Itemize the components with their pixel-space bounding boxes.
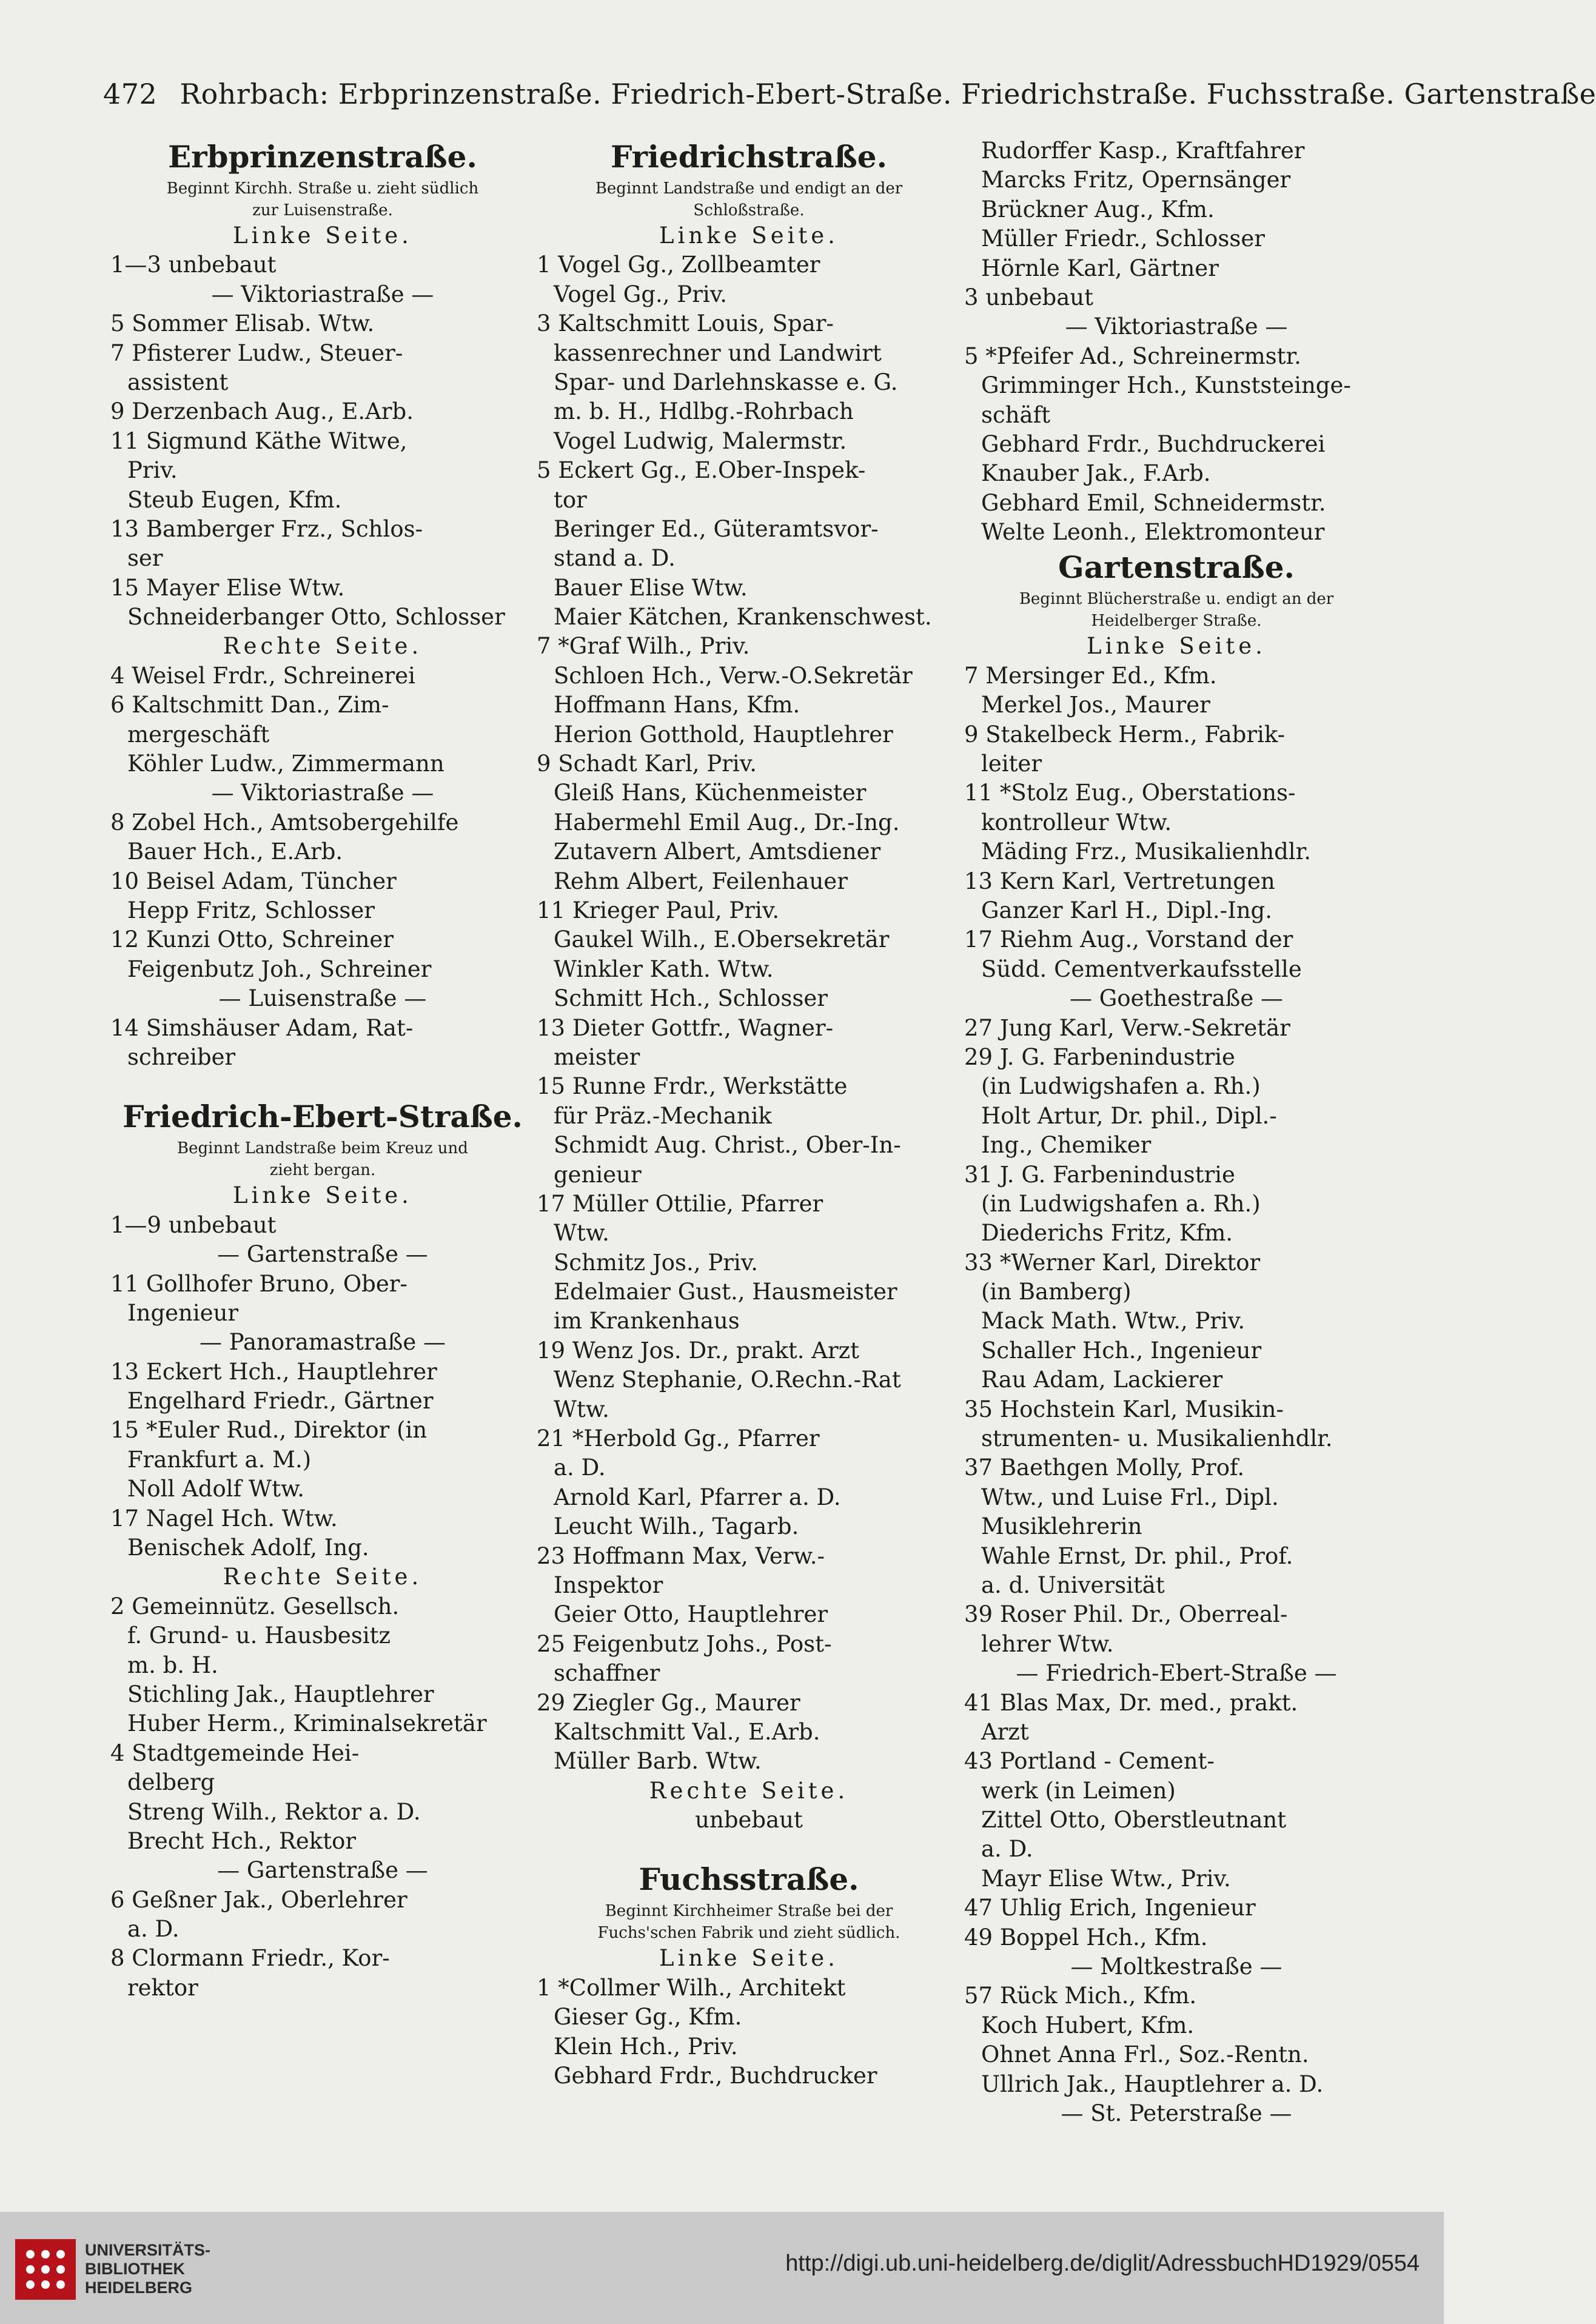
directory-entry: Koch Hubert, Kfm.	[981, 2012, 1195, 2038]
directory-entry: 35 Hochstein Karl, Musikin-	[964, 1396, 1284, 1422]
cross-street-divider: — Goethestraße —	[1069, 985, 1284, 1012]
directory-entry: Wtw.	[554, 1396, 609, 1422]
side-heading: Linke Seite.	[1087, 633, 1266, 660]
directory-entry: 43 Portland - Cement-	[964, 1748, 1215, 1775]
directory-entry: lehrer Wtw.	[981, 1630, 1114, 1657]
street-description: Beginnt Landstraße und endigt an der	[595, 179, 903, 198]
directory-entry: ser	[127, 545, 163, 572]
directory-entry: Merkel Jos., Maurer	[981, 692, 1210, 718]
directory-entry: Hoffmann Hans, Kfm.	[554, 692, 800, 718]
directory-entry: 13 Bamberger Frz., Schlos-	[110, 515, 423, 542]
cross-street-divider: — Viktoriastraße —	[1065, 313, 1288, 340]
directory-entry: 1 *Collmer Wilh., Architekt	[537, 1974, 846, 2001]
directory-entry: Klein Hch., Priv.	[554, 2033, 738, 2060]
directory-entry: 7 Pfisterer Ludw., Steuer-	[110, 340, 403, 366]
directory-entry: Kaltschmitt Val., E.Arb.	[554, 1718, 820, 1745]
cross-street-divider: — Moltkestraße —	[1070, 1954, 1282, 1980]
directory-entry: Südd. Cementverkaufsstelle	[981, 956, 1302, 982]
directory-entry: 1 Vogel Gg., Zollbeamter	[537, 252, 820, 278]
directory-entry: Zutavern Albert, Amtsdiener	[554, 839, 881, 865]
directory-entry: Ingenieur	[127, 1299, 239, 1326]
directory-entry: f. Grund- u. Hausbesitz	[127, 1622, 391, 1649]
directory-entry: Brückner Aug., Kfm.	[981, 196, 1215, 223]
side-heading: Linke Seite.	[659, 223, 839, 249]
directory-entry: Diederichs Fritz, Kfm.	[981, 1220, 1233, 1247]
directory-entry: Gebhard Emil, Schneidermstr.	[981, 489, 1326, 516]
directory-entry: a. D.	[554, 1455, 606, 1481]
page-header	[103, 61, 1596, 127]
directory-entry: schäft	[981, 401, 1051, 428]
directory-entry: Wahle Ernst, Dr. phil., Prof.	[981, 1542, 1293, 1569]
directory-entry: 11 Sigmund Käthe Witwe,	[110, 427, 407, 454]
directory-entry: Steub Eugen, Kfm.	[127, 486, 342, 513]
library-name-line: BIBLIOTHEK	[85, 2260, 185, 2278]
directory-entry: 49 Boppel Hch., Kfm.	[964, 1924, 1208, 1951]
directory-entry: Stichling Jak., Hauptlehrer	[127, 1681, 434, 1707]
directory-entry: Schmitz Jos., Priv.	[554, 1249, 759, 1276]
directory-entry: 3 unbebaut	[964, 284, 1093, 310]
directory-entry: 37 Baethgen Molly, Prof.	[964, 1455, 1245, 1481]
directory-entry: 10 Beisel Adam, Tüncher	[110, 868, 397, 894]
library-name-line: HEIDELBERG	[85, 2279, 193, 2297]
side-heading: Linke Seite.	[233, 1182, 412, 1209]
directory-entry: für Präz.-Mechanik	[554, 1102, 772, 1129]
directory-entry: 9 Derzenbach Aug., E.Arb.	[110, 398, 414, 425]
directory-entry: mergeschäft	[127, 721, 270, 748]
directory-entry: 7 Mersinger Ed., Kfm.	[964, 662, 1217, 689]
directory-entry: Schmidt Aug. Christ., Ober-In-	[554, 1132, 901, 1159]
heidelberg-library-logo-icon	[12, 2236, 79, 2303]
directory-entry: 4 Stadtgemeinde Hei-	[110, 1740, 360, 1766]
page-header-title: Rohrbach: Erbprinzenstraße. Friedrich-Ebert-Straße. Friedrichstraße. Fuchsstraße. Gartenstraße	[179, 78, 1596, 110]
directory-entry: schaffner	[554, 1660, 660, 1687]
directory-entry: 17 Riehm Aug., Vorstand der	[964, 926, 1293, 953]
directory-entry: 13 Kern Karl, Vertretungen	[964, 868, 1275, 894]
directory-entry: 2 Gemeinnütz. Gesellsch.	[110, 1593, 400, 1619]
directory-entry: Geier Otto, Hauptlehrer	[554, 1601, 828, 1628]
directory-entry: Hörnle Karl, Gärtner	[981, 255, 1219, 281]
directory-entry: Rau Adam, Lackierer	[981, 1367, 1223, 1393]
directory-entry: Maier Kätchen, Krankenschwest.	[554, 604, 932, 631]
directory-entry: Mack Math. Wtw., Priv.	[981, 1308, 1246, 1334]
directory-entry: 7 *Graf Wilh., Priv.	[537, 633, 750, 660]
directory-entry: Ullrich Jak., Hauptlehrer a. D.	[981, 2071, 1324, 2097]
directory-entry: Gieser Gg., Kfm.	[554, 2004, 742, 2031]
directory-entry: 4 Weisel Frdr., Schreinerei	[110, 662, 415, 689]
street-description: Beginnt Kirchheimer Straße bei der	[605, 1902, 893, 1921]
street-description: zur Luisenstraße.	[252, 201, 393, 219]
footer-bar	[0, 2212, 1444, 2324]
directory-entry: Wtw.	[554, 1220, 609, 1247]
directory-entry: assistent	[127, 369, 229, 395]
directory-entry: Gebhard Frdr., Buchdruckerei	[981, 430, 1326, 457]
directory-entry: Brecht Hch., Rektor	[127, 1827, 357, 1854]
directory-entry: 39 Roser Phil. Dr., Oberreal-	[964, 1601, 1288, 1628]
cross-street-divider: — Panoramastraße —	[199, 1329, 446, 1356]
directory-entry: Ing., Chemiker	[981, 1132, 1152, 1159]
directory-entry: 23 Hoffmann Max, Verw.-	[537, 1542, 825, 1569]
directory-entry: Engelhard Friedr., Gärtner	[127, 1388, 434, 1415]
source-url-link[interactable]: http://digi.ub.uni-heidelberg.de/diglit/AdressbuchHD1929/0554	[785, 2251, 1420, 2276]
directory-entry: Streng Wilh., Rektor a. D.	[127, 1798, 421, 1825]
directory-entry: 11 Krieger Paul, Priv.	[537, 897, 780, 923]
directory-entry: Inspektor	[554, 1572, 663, 1598]
cross-street-divider: — Luisenstraße —	[218, 985, 427, 1012]
directory-entry: 29 Ziegler Gg., Maurer	[537, 1689, 800, 1716]
section-gap	[537, 1835, 961, 1859]
directory-entry: a. D.	[127, 1916, 179, 1943]
directory-entry: Hepp Fritz, Schlosser	[127, 897, 375, 923]
cross-street-divider: — Friedrich-Ebert-Straße —	[1016, 1660, 1337, 1687]
directory-entry: im Krankenhaus	[554, 1308, 740, 1334]
street-heading: Friedrichstraße.	[610, 139, 888, 175]
directory-entry: werk (in Leimen)	[981, 1777, 1176, 1804]
street-description: zieht bergan.	[269, 1161, 376, 1180]
directory-entry: 31 J. G. Farbenindustrie	[964, 1161, 1235, 1188]
directory-entry: Gleiß Hans, Küchenmeister	[554, 780, 867, 806]
directory-entry: Marcks Fritz, Opernsänger	[981, 167, 1291, 193]
directory-entry: a. d. Universität	[981, 1572, 1165, 1598]
directory-entry: 1—3 unbebaut	[110, 252, 277, 278]
directory-entry: Zittel Otto, Oberstleutnant	[981, 1807, 1287, 1833]
directory-entry: 6 Kaltschmitt Dan., Zim-	[110, 692, 389, 718]
cross-street-divider: — Gartenstraße —	[217, 1241, 428, 1268]
directory-entry: Spar- und Darlehnskasse e. G.	[554, 369, 898, 395]
directory-entry: Schmitt Hch., Schlosser	[554, 985, 828, 1012]
directory-entry: Knauber Jak., F.Arb.	[981, 460, 1211, 487]
directory-entry: Müller Barb. Wtw.	[554, 1748, 762, 1775]
directory-entry: 5 *Pfeifer Ad., Schreinermstr.	[964, 343, 1301, 369]
side-heading: Rechte Seite.	[649, 1777, 849, 1804]
directory-entry: a. D.	[981, 1836, 1033, 1863]
directory-entry: Mayr Elise Wtw., Priv.	[981, 1865, 1231, 1892]
cross-street-divider: — St. Peterstraße —	[1061, 2100, 1292, 2126]
directory-entry: kontrolleur Wtw.	[981, 809, 1172, 836]
directory-entry: leiter	[981, 751, 1042, 777]
directory-entry: 11 Gollhofer Bruno, Ober-	[110, 1270, 407, 1297]
directory-entry: Vogel Gg., Priv.	[554, 281, 727, 307]
column-right	[964, 136, 1389, 2128]
directory-entry: Frankfurt a. M.)	[127, 1446, 312, 1473]
side-heading: Linke Seite.	[233, 223, 412, 249]
directory-entry: 8 Clormann Friedr., Kor-	[110, 1945, 390, 1972]
directory-entry: Bauer Hch., E.Arb.	[127, 839, 343, 865]
directory-entry: 29 J. G. Farbenindustrie	[964, 1043, 1235, 1070]
library-name-line: UNIVERSITÄTS-	[85, 2241, 211, 2259]
directory-entry: 15 Mayer Elise Wtw.	[110, 574, 345, 601]
directory-entry: Bauer Elise Wtw.	[554, 574, 748, 601]
directory-entry: Musiklehrerin	[981, 1513, 1142, 1540]
side-heading: Linke Seite.	[659, 1945, 839, 1972]
directory-entry: Feigenbutz Joh., Schreiner	[127, 956, 432, 982]
directory-entry: Arnold Karl, Pfarrer a. D.	[554, 1484, 841, 1510]
side-heading: Rechte Seite.	[223, 633, 423, 660]
column-left	[110, 136, 535, 2003]
directory-entry: 21 *Herbold Gg., Pfarrer	[537, 1425, 820, 1452]
directory-entry: 9 Schadt Karl, Priv.	[537, 751, 757, 777]
directory-entry: Ohnet Anna Frl., Soz.-Rentn.	[981, 2041, 1309, 2068]
directory-entry: 19 Wenz Jos. Dr., prakt. Arzt	[537, 1337, 860, 1364]
directory-entry: (in Bamberg)	[981, 1279, 1132, 1305]
directory-entry: schreiber	[127, 1043, 236, 1070]
directory-entry: Huber Herm., Kriminalsekretär	[127, 1710, 487, 1737]
directory-entry: 15 Runne Frdr., Werkstätte	[537, 1073, 848, 1100]
directory-entry: m. b. H., Hdlbg.-Rohrbach	[554, 398, 854, 425]
directory-entry: Herion Gotthold, Hauptlehrer	[554, 721, 893, 748]
directory-entry: 17 Nagel Hch. Wtw.	[110, 1505, 338, 1532]
directory-entry: 13 Eckert Hch., Hauptlehrer	[110, 1358, 437, 1385]
directory-entry: Noll Adolf Wtw.	[127, 1476, 304, 1502]
directory-entry: 15 *Euler Rud., Direktor (in	[110, 1417, 428, 1444]
directory-entry: Vogel Ludwig, Malermstr.	[554, 427, 847, 454]
directory-entry: Leucht Wilh., Tagarb.	[554, 1513, 799, 1540]
directory-entry: Winkler Kath. Wtw.	[554, 956, 774, 982]
directory-entry: 9 Stakelbeck Herm., Fabrik-	[964, 721, 1286, 748]
directory-entry: 13 Dieter Gottfr., Wagner-	[537, 1014, 834, 1041]
street-heading: Gartenstraße.	[1058, 549, 1295, 586]
directory-entry: 6 Geßner Jak., Oberlehrer	[110, 1886, 407, 1913]
directory-entry: 3 Kaltschmitt Louis, Spar-	[537, 310, 834, 337]
street-description: Beginnt Blücherstraße u. endigt an der	[1019, 590, 1334, 609]
directory-entry: Grimminger Hch., Kunststeinge-	[981, 372, 1351, 399]
directory-entry: Schloen Hch., Verw.-O.Sekretär	[554, 662, 913, 689]
directory-entry: Benischek Adolf, Ing.	[127, 1535, 369, 1561]
directory-entry: Holt Artur, Dr. phil., Dipl.-	[981, 1102, 1277, 1129]
directory-entry: Arzt	[981, 1718, 1029, 1745]
directory-entry: Gaukel Wilh., E.Obersekretär	[554, 926, 890, 953]
directory-entry: 33 *Werner Karl, Direktor	[964, 1249, 1261, 1276]
street-description: Heidelberger Straße.	[1091, 612, 1262, 631]
directory-entry: Habermehl Emil Aug., Dr.-Ing.	[554, 809, 900, 836]
directory-entry: Edelmaier Gust., Hausmeister	[554, 1279, 897, 1305]
cross-street-divider: unbebaut	[695, 1807, 803, 1833]
side-heading: Rechte Seite.	[223, 1564, 423, 1590]
directory-entry: Mäding Frz., Musikalienhdlr.	[981, 839, 1312, 865]
street-description: Beginnt Landstraße beim Kreuz und	[177, 1139, 468, 1158]
directory-entry: (in Ludwigshafen a. Rh.)	[981, 1073, 1261, 1100]
directory-entry: 5 Eckert Gg., E.Ober-Inspek-	[537, 457, 866, 484]
street-description: Schloßstraße.	[693, 201, 805, 219]
directory-entry: Beringer Ed., Güteramtsvor-	[554, 515, 879, 542]
directory-entry: stand a. D.	[554, 545, 676, 572]
library-name	[85, 2241, 210, 2297]
directory-entry: 47 Uhlig Erich, Ingenieur	[964, 1895, 1256, 1921]
directory-entry: genieur	[554, 1161, 642, 1188]
cross-street-divider: — Viktoriastraße —	[211, 281, 434, 307]
directory-entry: Müller Friedr., Schlosser	[981, 226, 1265, 252]
directory-entry: Priv.	[127, 457, 178, 484]
section-gap	[110, 1072, 535, 1096]
directory-entry: 11 *Stolz Eug., Oberstations-	[964, 780, 1296, 806]
directory-entry: (in Ludwigshafen a. Rh.)	[981, 1190, 1261, 1217]
directory-entry: 27 Jung Karl, Verw.-Sekretär	[964, 1014, 1290, 1041]
directory-entry: kassenrechner und Landwirt	[554, 340, 882, 366]
directory-entry: tor	[554, 486, 587, 513]
directory-entry: 25 Feigenbutz Johs., Post-	[537, 1630, 832, 1657]
directory-entry: Welte Leonh., Elektromonteur	[981, 519, 1325, 546]
cross-street-divider: — Gartenstraße —	[217, 1857, 428, 1884]
directory-entry: delberg	[127, 1769, 215, 1796]
directory-entry: 12 Kunzi Otto, Schreiner	[110, 926, 394, 953]
directory-entry: m. b. H.	[127, 1652, 218, 1678]
column-middle	[537, 136, 961, 2091]
directory-entry: Gebhard Frdr., Buchdrucker	[554, 2063, 877, 2089]
cross-street-divider: — Viktoriastraße —	[211, 780, 434, 806]
directory-entry: 8 Zobel Hch., Amtsobergehilfe	[110, 809, 459, 836]
street-heading: Friedrich-Ebert-Straße.	[122, 1099, 523, 1135]
street-heading: Fuchsstraße.	[639, 1861, 859, 1898]
directory-entry: 41 Blas Max, Dr. med., prakt.	[964, 1689, 1298, 1716]
directory-entry: Schaller Hch., Ingenieur	[981, 1337, 1262, 1364]
directory-entry: 5 Sommer Elisab. Wtw.	[110, 310, 375, 337]
directory-entry: 1—9 unbebaut	[110, 1211, 277, 1238]
directory-entry: Schneiderbanger Otto, Schlosser	[127, 604, 505, 631]
street-description: Fuchs'schen Fabrik und zieht südlich.	[597, 1924, 900, 1943]
street-description: Beginnt Kirchh. Straße u. zieht südlich	[166, 179, 479, 198]
directory-entry: Wtw., und Luise Frl., Dipl.	[981, 1484, 1279, 1510]
directory-entry: Wenz Stephanie, O.Rechn.-Rat	[554, 1367, 901, 1393]
directory-entry: 57 Rück Mich., Kfm.	[964, 1983, 1197, 2009]
directory-entry: Köhler Ludw., Zimmermann	[127, 751, 444, 777]
page-number: 472	[103, 78, 158, 110]
directory-entry: meister	[554, 1043, 640, 1070]
directory-entry: 14 Simshäuser Adam, Rat-	[110, 1014, 414, 1041]
directory-entry: rektor	[127, 1974, 198, 2001]
directory-entry: Rehm Albert, Feilenhauer	[554, 868, 848, 894]
street-heading: Erbprinzenstraße.	[168, 139, 477, 175]
directory-entry: Rudorffer Kasp., Kraftfahrer	[981, 138, 1305, 164]
directory-entry: strumenten- u. Musikalienhdlr.	[981, 1425, 1333, 1452]
directory-entry: Ganzer Karl H., Dipl.-Ing.	[981, 897, 1272, 923]
directory-entry: 17 Müller Ottilie, Pfarrer	[537, 1190, 823, 1217]
